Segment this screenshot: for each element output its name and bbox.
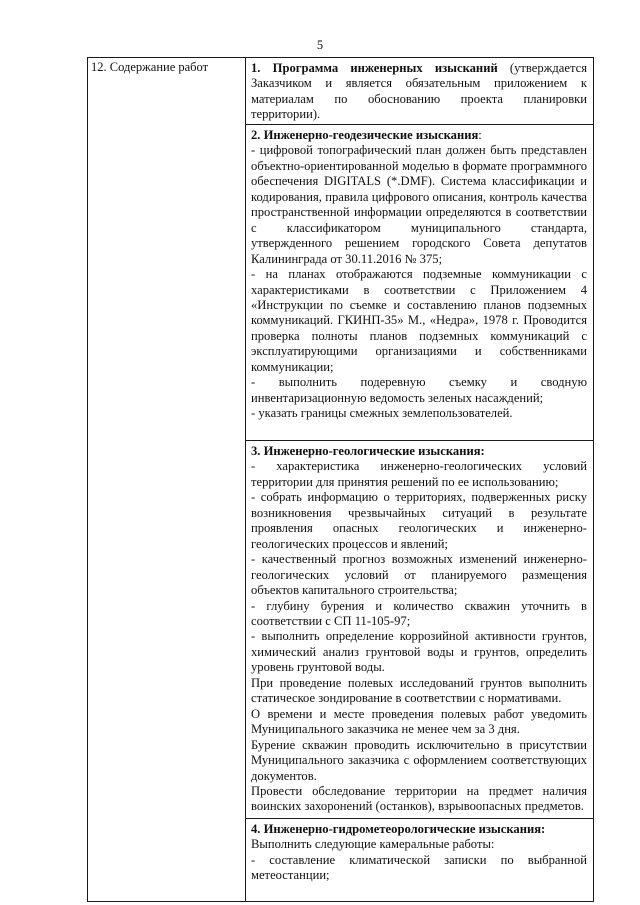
paragraph: - составление климатической записки по выбранной метеостанции; <box>251 852 587 883</box>
row-label-cell <box>88 58 246 902</box>
section-hydrometeorological-surveys <box>246 818 593 901</box>
table-row <box>88 58 594 902</box>
section-heading: 4. Инженерно-гидрометеорологические изыскания: <box>251 822 546 836</box>
paragraph: Провести обследование территории на предмет наличия воинских захоронений (останков), взрывоопасных предметов. <box>251 783 587 814</box>
paragraph: При проведение полевых исследований грунтов выполнить статическое зондирование в соответствии с нормативами. <box>251 675 587 706</box>
row-content-cell <box>246 58 594 902</box>
paragraph: - глубину бурения и количество скважин уточнить в соответствии с СП 11-105-97; <box>251 598 587 628</box>
paragraph: Выполнить следующие камеральные работы: <box>251 837 495 852</box>
paragraph: - указать границы смежных землепользователей. <box>251 406 513 421</box>
section-geological-surveys <box>246 440 593 818</box>
row-label: 12. Содержание работ <box>91 60 209 74</box>
section-heading: 1. Программа инженерных изысканий <box>251 61 498 75</box>
paragraph: - собрать информацию о территориях, подверженных риску возникновения чрезвычайных ситуаций в результате проявления опасных геологических и инженерно-геологических процессов и явлений; <box>251 490 587 551</box>
paragraph: - характеристика инженерно-геологических условий территории для принятия решений по ее использованию; <box>251 459 587 489</box>
paragraph <box>251 61 587 123</box>
paragraph: О времени и месте проведения полевых работ уведомить Муниципального заказчика не менее чем за 3 дня. <box>251 706 587 737</box>
page-number: 5 <box>316 38 324 52</box>
paragraph-text: (утверждается Заказчиком и является обязательным приложением к материалам по обоснованию проекта планировки территории). <box>251 61 587 122</box>
section-heading: 2. Инженерно-геодезические изыскания <box>251 128 479 142</box>
heading-colon: : <box>478 128 482 142</box>
requirements-table <box>87 57 594 902</box>
paragraph: - выполнить определение коррозийной активности грунтов, химический анализ грунтовой воды и грунтов, определить уровень грунтовой воды. <box>251 629 587 675</box>
paragraph: - выполнить подеревную съемку и сводную инвентаризационную ведомость зеленых насаждений; <box>251 375 587 405</box>
paragraph: - качественный прогноз возможных изменений инженерно-геологических условий от планируемого размещения объектов капитального строительства; <box>251 552 587 598</box>
section-geodetic-surveys <box>246 124 593 440</box>
section-heading-line <box>251 128 587 143</box>
paragraph: - цифровой топографический план должен быть представлен объектно-ориентированной моделью в формате программного обеспечения DIGITALS (*.DMF). Система классификации и кодирования, правила цифрового описания, контроль качества пространственной информации определяются в соответствии с классификатором муниципального стандарта, утвержденного решением городского Совета депутатов Калининграда от 30.11.2016 № 375; <box>251 143 587 266</box>
section-engineering-survey-program <box>246 58 593 124</box>
section-heading: 3. Инженерно-геологические изыскания: <box>251 444 485 458</box>
paragraph: Бурение скважин проводить исключительно в присутствии Муниципального заказчика с оформлением соответствующих документов. <box>251 737 587 783</box>
paragraph: - на планах отображаются подземные коммуникации с характеристиками в соответствии с Приложением 4 «Инструкции по съемке и составлению планов подземных коммуникаций. ГКИНП-35» М., «Недра», 1978 г. Проводится проверка полноты планов подземных коммуникаций с эксплуатирующими организациями и собственниками коммуникации; <box>251 267 587 374</box>
